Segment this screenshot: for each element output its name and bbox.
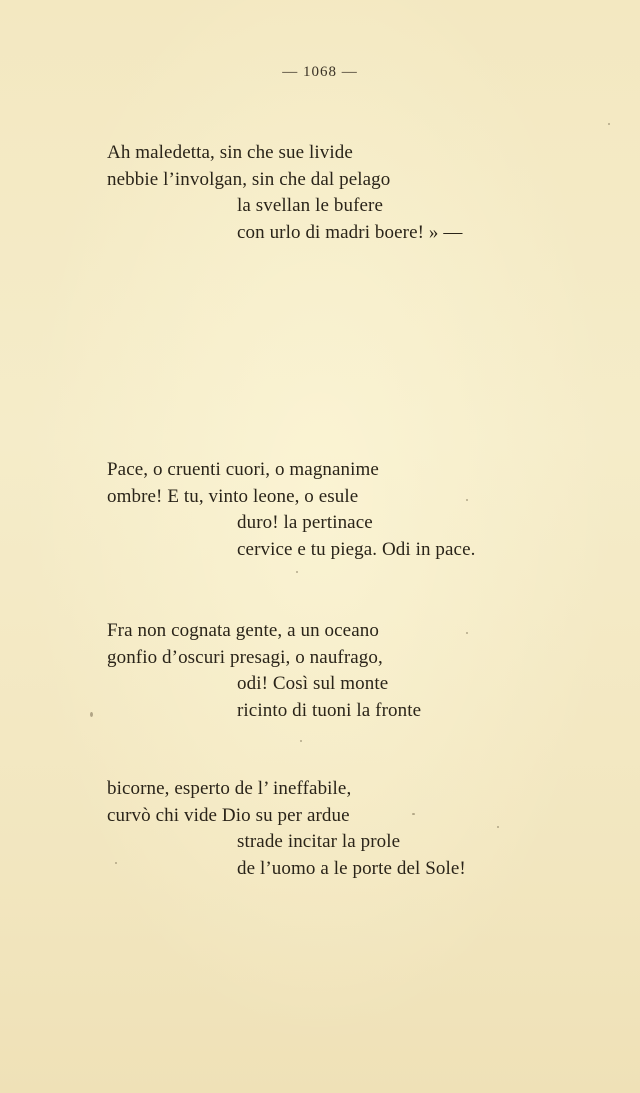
- paper-speck: [90, 712, 93, 717]
- paper-speck: [115, 862, 117, 864]
- verse-line-indented: con urlo di madri boere! » —: [237, 221, 463, 243]
- verse-line: curvò chi vide Dio su per ardue: [107, 804, 350, 826]
- verse-line-indented: ricinto di tuoni la fronte: [237, 699, 422, 721]
- verse-line: Ah maledetta, sin che sue livide: [107, 142, 353, 163]
- page-number: — 1068 —: [282, 64, 358, 80]
- verse-line: Pace, o cruenti cuori, o magnanime: [107, 459, 379, 480]
- stanza: [107, 140, 587, 246]
- verse-line-indented: duro! la pertinace: [237, 512, 373, 533]
- paper-speck: [497, 826, 499, 828]
- verse-line-indented: cervice e tu piega. Odi in pace.: [237, 538, 476, 560]
- verse-line: gonfio d’oscuri presagi, o naufrago,: [107, 646, 383, 668]
- paper-speck: [608, 123, 610, 125]
- paper-speck: [466, 499, 468, 501]
- paper-speck: [296, 571, 298, 573]
- stanza: [107, 618, 587, 724]
- paper-speck: [412, 813, 415, 815]
- verse-line: Fra non cognata gente, a un oceano: [107, 620, 379, 641]
- verse-line: bicorne, esperto de l’ ineffabile,: [107, 778, 352, 799]
- verse-line-indented: strade incitar la prole: [237, 831, 401, 852]
- paper-speck: [300, 740, 302, 742]
- verse-line-indented: odi! Così sul monte: [237, 673, 389, 694]
- stanza: [107, 457, 587, 563]
- stanza: [107, 776, 587, 882]
- verse-line-indented: de l’uomo a le porte del Sole!: [237, 857, 466, 879]
- verse-line: nebbie l’involgan, sin che dal pelago: [107, 168, 391, 190]
- verse-line-indented: la svellan le bufere: [237, 195, 384, 216]
- paper-speck: [466, 632, 468, 634]
- verse-line: ombre! E tu, vinto leone, o esule: [107, 485, 359, 507]
